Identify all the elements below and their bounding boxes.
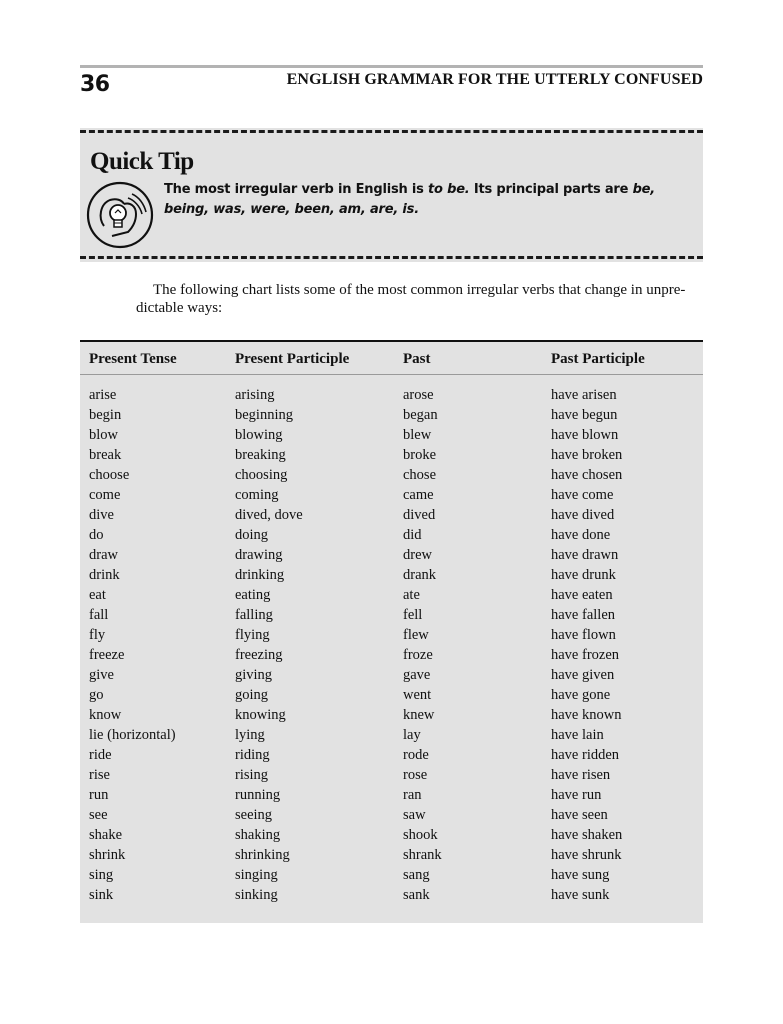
past-participle-cell: have blown xyxy=(551,427,619,443)
intro-line-2: dictable ways: xyxy=(136,300,223,316)
past-participle-cell: have known xyxy=(551,707,622,723)
present-participle-cell: shaking xyxy=(235,827,281,843)
present-tense-cell: draw xyxy=(89,547,118,563)
intro-line-1: The following chart lists some of the most common irregular verbs that change in unpre- xyxy=(153,282,686,298)
past-participle-cell: have lain xyxy=(551,727,604,743)
present-participle-cell: sinking xyxy=(235,887,278,903)
past-participle-cell: have risen xyxy=(551,767,611,783)
table-row xyxy=(80,625,703,645)
present-tense-cell: eat xyxy=(89,587,106,603)
past-cell: flew xyxy=(403,627,429,643)
table-row xyxy=(80,545,703,565)
past-cell: blew xyxy=(403,427,432,443)
present-tense-cell: lie (horizontal) xyxy=(89,727,176,743)
irregular-verbs-table xyxy=(80,340,703,923)
present-participle-cell: going xyxy=(235,687,269,703)
running-head: ENGLISH GRAMMAR FOR THE UTTERLY CONFUSED xyxy=(286,71,703,88)
past-cell: broke xyxy=(403,447,437,463)
table-row xyxy=(80,705,703,725)
past-participle-cell: have arisen xyxy=(551,387,617,403)
present-tense-cell: shake xyxy=(89,827,123,843)
table-row xyxy=(80,445,703,465)
table-row xyxy=(80,585,703,605)
past-cell: chose xyxy=(403,467,437,483)
table-row xyxy=(80,665,703,685)
past-cell: came xyxy=(403,487,434,503)
past-participle-cell: have chosen xyxy=(551,467,623,483)
past-cell: froze xyxy=(403,647,433,663)
past-cell: drank xyxy=(403,567,437,583)
table-row xyxy=(80,565,703,585)
past-cell: shrank xyxy=(403,847,442,863)
present-tense-cell: sink xyxy=(89,887,114,903)
past-cell: saw xyxy=(403,807,426,823)
present-participle-cell: seeing xyxy=(235,807,273,823)
past-participle-cell: have come xyxy=(551,487,614,503)
present-participle-cell: freezing xyxy=(235,647,283,663)
present-tense-cell: fall xyxy=(89,607,109,623)
past-cell: arose xyxy=(403,387,434,403)
table-header-row xyxy=(80,342,703,375)
present-participle-cell: shrinking xyxy=(235,847,290,863)
present-participle-cell: coming xyxy=(235,487,279,503)
past-participle-cell: have run xyxy=(551,787,602,803)
present-tense-cell: ride xyxy=(89,747,112,763)
past-participle-cell: have drunk xyxy=(551,567,616,583)
past-cell: ate xyxy=(403,587,420,603)
tip-title: Quick Tip xyxy=(90,148,194,175)
table-row xyxy=(80,425,703,445)
present-participle-cell: flying xyxy=(235,627,270,643)
table-row xyxy=(80,485,703,505)
past-cell: went xyxy=(403,687,432,703)
past-cell: sank xyxy=(403,887,430,903)
past-cell: ran xyxy=(403,787,422,803)
present-participle-cell: blowing xyxy=(235,427,283,443)
past-participle-cell: have sunk xyxy=(551,887,610,903)
present-tense-cell: know xyxy=(89,707,122,723)
present-participle-cell: dived, dove xyxy=(235,507,303,523)
present-tense-cell: freeze xyxy=(89,647,125,663)
past-participle-cell: have frozen xyxy=(551,647,620,663)
present-participle-cell: falling xyxy=(235,607,273,623)
table-body xyxy=(80,385,703,905)
past-cell: lay xyxy=(403,727,421,743)
past-cell: rose xyxy=(403,767,428,783)
table-row xyxy=(80,805,703,825)
table-row xyxy=(80,505,703,525)
present-tense-cell: dive xyxy=(89,507,114,523)
past-participle-cell: have eaten xyxy=(551,587,613,603)
tip-dashed-rule-top xyxy=(80,130,703,133)
table-row xyxy=(80,825,703,845)
past-cell: drew xyxy=(403,547,432,563)
past-participle-cell: have flown xyxy=(551,627,616,643)
present-participle-cell: choosing xyxy=(235,467,288,483)
present-tense-cell: drink xyxy=(89,567,120,583)
table-row xyxy=(80,845,703,865)
table-row xyxy=(80,765,703,785)
header-present-tense: Present Tense xyxy=(89,351,177,367)
past-cell: fell xyxy=(403,607,423,623)
past-participle-cell: have broken xyxy=(551,447,623,463)
present-tense-cell: arise xyxy=(89,387,117,403)
present-tense-cell: choose xyxy=(89,467,130,483)
page-number: 36 xyxy=(80,72,110,97)
present-participle-cell: knowing xyxy=(235,707,286,723)
present-participle-cell: singing xyxy=(235,867,278,883)
present-tense-cell: fly xyxy=(89,627,106,643)
past-cell: gave xyxy=(403,667,431,683)
past-participle-cell: have seen xyxy=(551,807,608,823)
table-row xyxy=(80,725,703,745)
header-past: Past xyxy=(403,351,431,367)
past-cell: sang xyxy=(403,867,430,883)
past-participle-cell: have fallen xyxy=(551,607,616,623)
past-participle-cell: have shrunk xyxy=(551,847,622,863)
present-participle-cell: rising xyxy=(235,767,269,783)
past-participle-cell: have dived xyxy=(551,507,615,523)
table-row xyxy=(80,865,703,885)
past-participle-cell: have drawn xyxy=(551,547,619,563)
intro-paragraph xyxy=(136,281,704,317)
present-tense-cell: come xyxy=(89,487,121,503)
present-tense-cell: see xyxy=(89,807,108,823)
table-row xyxy=(80,785,703,805)
past-cell: knew xyxy=(403,707,435,723)
past-participle-cell: have gone xyxy=(551,687,611,703)
present-participle-cell: drinking xyxy=(235,567,285,583)
table-row xyxy=(80,405,703,425)
past-cell: did xyxy=(403,527,422,543)
past-cell: shook xyxy=(403,827,438,843)
present-tense-cell: go xyxy=(89,687,104,703)
table-row xyxy=(80,465,703,485)
present-tense-cell: break xyxy=(89,447,122,463)
present-tense-cell: shrink xyxy=(89,847,126,863)
present-tense-cell: run xyxy=(89,787,109,803)
table-row xyxy=(80,385,703,405)
present-participle-cell: lying xyxy=(235,727,265,743)
past-participle-cell: have ridden xyxy=(551,747,620,763)
table-row xyxy=(80,685,703,705)
table-row xyxy=(80,605,703,625)
tip-dashed-rule-bottom xyxy=(80,256,703,259)
present-participle-cell: running xyxy=(235,787,281,803)
table-row xyxy=(80,885,703,905)
present-tense-cell: sing xyxy=(89,867,114,883)
table-row xyxy=(80,745,703,765)
header-past-participle: Past Participle xyxy=(551,351,645,367)
present-participle-cell: beginning xyxy=(235,407,293,423)
tip-text: The most irregular verb in English is to be. Its principal parts are be, being, was, were, been, am, are, is. xyxy=(164,182,656,217)
header-rule xyxy=(80,65,703,68)
past-cell: rode xyxy=(403,747,429,763)
present-participle-cell: arising xyxy=(235,387,275,403)
present-tense-cell: do xyxy=(89,527,104,543)
past-participle-cell: have begun xyxy=(551,407,618,423)
table-row xyxy=(80,525,703,545)
past-cell: dived xyxy=(403,507,436,523)
table-row xyxy=(80,645,703,665)
present-tense-cell: rise xyxy=(89,767,110,783)
lightbulb-in-hand-icon xyxy=(84,178,156,250)
present-tense-cell: give xyxy=(89,667,114,683)
past-participle-cell: have given xyxy=(551,667,615,683)
past-participle-cell: have shaken xyxy=(551,827,623,843)
present-participle-cell: breaking xyxy=(235,447,286,463)
past-participle-cell: have sung xyxy=(551,867,610,883)
past-cell: began xyxy=(403,407,438,423)
header-present-participle: Present Participle xyxy=(235,351,350,367)
present-participle-cell: eating xyxy=(235,587,271,603)
quick-tip-box xyxy=(80,128,703,262)
present-participle-cell: giving xyxy=(235,667,273,683)
past-participle-cell: have done xyxy=(551,527,611,543)
present-tense-cell: blow xyxy=(89,427,118,443)
present-participle-cell: riding xyxy=(235,747,270,763)
present-participle-cell: doing xyxy=(235,527,269,543)
present-participle-cell: drawing xyxy=(235,547,283,563)
present-tense-cell: begin xyxy=(89,407,122,423)
